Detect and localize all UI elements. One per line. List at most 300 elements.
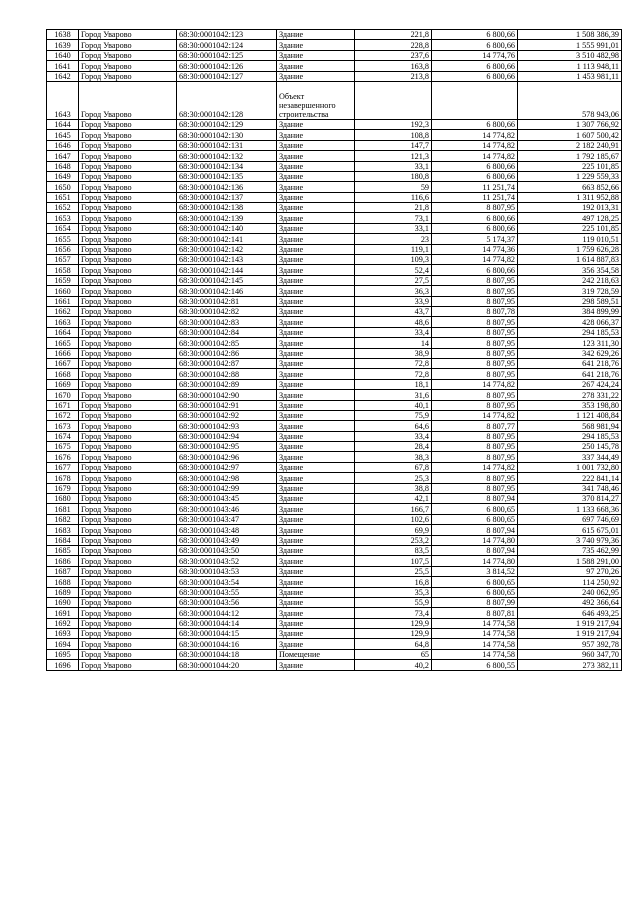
locality-cell: Город Уварово: [79, 50, 177, 60]
row-number-cell: 1651: [47, 192, 79, 202]
row-number-cell: 1685: [47, 545, 79, 555]
specific-value-cell: 5 174,37: [432, 234, 518, 244]
object-type-cell: Здание: [277, 504, 355, 514]
locality-cell: Город Уварово: [79, 223, 177, 233]
table-row: [47, 130, 622, 140]
locality-cell: Город Уварово: [79, 577, 177, 587]
area-cell: 59: [355, 182, 432, 192]
cadastral-number-cell: 68:30:0001042:83: [177, 317, 277, 327]
table-row: [47, 442, 622, 452]
specific-value-cell: 11 251,74: [432, 182, 518, 192]
table-row: [47, 431, 622, 441]
specific-value-cell: 8 807,95: [432, 317, 518, 327]
object-type-cell: Здание: [277, 61, 355, 71]
locality-cell: Город Уварово: [79, 504, 177, 514]
row-number-cell: 1648: [47, 161, 79, 171]
row-number-cell: 1687: [47, 566, 79, 576]
cadastral-value-cell: 192 013,31: [518, 203, 622, 213]
locality-cell: Город Уварово: [79, 618, 177, 628]
row-number-cell: 1655: [47, 234, 79, 244]
cadastral-number-cell: 68:30:0001043:54: [177, 577, 277, 587]
cadastral-number-cell: 68:30:0001042:94: [177, 431, 277, 441]
locality-cell: Город Уварово: [79, 244, 177, 254]
table-body: [47, 30, 622, 671]
cadastral-value-cell: 225 101,85: [518, 161, 622, 171]
object-type-cell: Здание: [277, 390, 355, 400]
locality-cell: Город Уварово: [79, 81, 177, 119]
cadastral-number-cell: 68:30:0001042:140: [177, 223, 277, 233]
area-cell: 52,4: [355, 265, 432, 275]
locality-cell: Город Уварово: [79, 390, 177, 400]
object-type-cell: Здание: [277, 431, 355, 441]
cadastral-value-cell: 428 066,37: [518, 317, 622, 327]
table-row: [47, 161, 622, 171]
cadastral-number-cell: 68:30:0001043:55: [177, 587, 277, 597]
cadastral-value-cell: 1 614 887,83: [518, 255, 622, 265]
area-cell: 40,1: [355, 400, 432, 410]
row-number-cell: 1641: [47, 61, 79, 71]
cadastral-number-cell: 68:30:0001042:146: [177, 286, 277, 296]
row-number-cell: 1668: [47, 369, 79, 379]
area-cell: 18,1: [355, 379, 432, 389]
specific-value-cell: 8 807,95: [432, 327, 518, 337]
cadastral-value-cell: 319 728,59: [518, 286, 622, 296]
locality-cell: Город Уварово: [79, 151, 177, 161]
row-number-cell: 1654: [47, 223, 79, 233]
area-cell: 102,6: [355, 514, 432, 524]
area-cell: 25,3: [355, 473, 432, 483]
specific-value-cell: 6 800,65: [432, 504, 518, 514]
row-number-cell: 1677: [47, 462, 79, 472]
locality-cell: Город Уварово: [79, 431, 177, 441]
table-row: [47, 639, 622, 649]
cadastral-value-cell: 1 919 217,94: [518, 618, 622, 628]
object-type-cell: Здание: [277, 130, 355, 140]
cadastral-number-cell: 68:30:0001042:142: [177, 244, 277, 254]
area-cell: 83,5: [355, 545, 432, 555]
table-row: [47, 192, 622, 202]
row-number-cell: 1645: [47, 130, 79, 140]
specific-value-cell: 8 807,95: [432, 358, 518, 368]
specific-value-cell: 6 800,66: [432, 119, 518, 129]
specific-value-cell: 6 800,66: [432, 30, 518, 40]
locality-cell: Город Уварово: [79, 379, 177, 389]
locality-cell: Город Уварово: [79, 317, 177, 327]
row-number-cell: 1673: [47, 421, 79, 431]
row-number-cell: 1694: [47, 639, 79, 649]
row-number-cell: 1675: [47, 442, 79, 452]
locality-cell: Город Уварово: [79, 61, 177, 71]
object-type-cell: Здание: [277, 639, 355, 649]
area-cell: 121,3: [355, 151, 432, 161]
locality-cell: Город Уварово: [79, 597, 177, 607]
object-type-cell: Здание: [277, 192, 355, 202]
area-cell: 108,8: [355, 130, 432, 140]
cadastral-value-cell: 492 366,64: [518, 597, 622, 607]
area-cell: 228,8: [355, 40, 432, 50]
cadastral-value-cell: 250 145,78: [518, 442, 622, 452]
specific-value-cell: 8 807,95: [432, 442, 518, 452]
cadastral-value-cell: 353 198,80: [518, 400, 622, 410]
cadastral-value-cell: 1 001 732,80: [518, 462, 622, 472]
row-number-cell: 1650: [47, 182, 79, 192]
cadastral-value-cell: 1 229 559,33: [518, 171, 622, 181]
specific-value-cell: 8 807,95: [432, 203, 518, 213]
area-cell: 67,8: [355, 462, 432, 472]
table-row: [47, 400, 622, 410]
row-number-cell: 1670: [47, 390, 79, 400]
cadastral-value-cell: 114 250,92: [518, 577, 622, 587]
table-row: [47, 317, 622, 327]
area-cell: 40,2: [355, 660, 432, 670]
specific-value-cell: 14 774,58: [432, 649, 518, 659]
area-cell: 55,9: [355, 597, 432, 607]
specific-value-cell: 3 814,52: [432, 566, 518, 576]
object-type-cell: Здание: [277, 369, 355, 379]
locality-cell: Город Уварово: [79, 483, 177, 493]
object-type-cell: Здание: [277, 244, 355, 254]
area-cell: 33,1: [355, 161, 432, 171]
cadastral-value-cell: 1 555 991,01: [518, 40, 622, 50]
object-type-cell: Здание: [277, 587, 355, 597]
cadastral-number-cell: 68:30:0001042:138: [177, 203, 277, 213]
specific-value-cell: 14 774,82: [432, 410, 518, 420]
table-row: [47, 182, 622, 192]
object-type-cell: Здание: [277, 171, 355, 181]
specific-value-cell: 6 800,66: [432, 213, 518, 223]
table-row: [47, 286, 622, 296]
cadastral-value-cell: 1 919 217,94: [518, 629, 622, 639]
specific-value-cell: 6 800,66: [432, 71, 518, 81]
cadastral-value-cell: 735 462,99: [518, 545, 622, 555]
locality-cell: Город Уварово: [79, 182, 177, 192]
cadastral-number-cell: 68:30:0001042:132: [177, 151, 277, 161]
locality-cell: Город Уварово: [79, 462, 177, 472]
row-number-cell: 1684: [47, 535, 79, 545]
cadastral-value-cell: 3 740 979,36: [518, 535, 622, 545]
object-type-cell: Здание: [277, 452, 355, 462]
locality-cell: Город Уварово: [79, 566, 177, 576]
cadastral-number-cell: 68:30:0001042:144: [177, 265, 277, 275]
area-cell: 64,8: [355, 639, 432, 649]
cadastral-number-cell: 68:30:0001044:12: [177, 608, 277, 618]
object-type-cell: Здание: [277, 358, 355, 368]
row-number-cell: 1666: [47, 348, 79, 358]
specific-value-cell: 14 774,80: [432, 556, 518, 566]
area-cell: 38,9: [355, 348, 432, 358]
object-type-cell: Здание: [277, 577, 355, 587]
cadastral-number-cell: 68:30:0001042:143: [177, 255, 277, 265]
cadastral-value-cell: 298 589,51: [518, 296, 622, 306]
locality-cell: Город Уварово: [79, 327, 177, 337]
specific-value-cell: 6 800,66: [432, 61, 518, 71]
area-cell: 192,3: [355, 119, 432, 129]
cadastral-number-cell: 68:30:0001043:53: [177, 566, 277, 576]
specific-value-cell: 14 774,82: [432, 140, 518, 150]
cadastral-number-cell: 68:30:0001042:129: [177, 119, 277, 129]
area-cell: 109,3: [355, 255, 432, 265]
table-row: [47, 61, 622, 71]
table-row: [47, 213, 622, 223]
row-number-cell: 1688: [47, 577, 79, 587]
cadastral-number-cell: 68:30:0001042:130: [177, 130, 277, 140]
cadastral-value-cell: 663 852,66: [518, 182, 622, 192]
object-type-cell: Здание: [277, 566, 355, 576]
cadastral-value-cell: 384 899,99: [518, 306, 622, 316]
object-type-cell: Здание: [277, 327, 355, 337]
specific-value-cell: 8 807,95: [432, 390, 518, 400]
table-row: [47, 203, 622, 213]
cadastral-number-cell: 68:30:0001042:88: [177, 369, 277, 379]
object-type-cell: Здание: [277, 608, 355, 618]
specific-value-cell: 14 774,58: [432, 639, 518, 649]
row-number-cell: 1676: [47, 452, 79, 462]
cadastral-value-cell: 615 675,01: [518, 525, 622, 535]
table-row: [47, 483, 622, 493]
locality-cell: Город Уварово: [79, 410, 177, 420]
row-number-cell: 1652: [47, 203, 79, 213]
table-row: [47, 566, 622, 576]
table-row: [47, 421, 622, 431]
locality-cell: Город Уварово: [79, 369, 177, 379]
row-number-cell: 1646: [47, 140, 79, 150]
specific-value-cell: 14 774,58: [432, 629, 518, 639]
table-row: [47, 379, 622, 389]
cadastral-value-cell: 2 182 240,91: [518, 140, 622, 150]
object-type-cell: Здание: [277, 442, 355, 452]
row-number-cell: 1639: [47, 40, 79, 50]
locality-cell: Город Уварово: [79, 71, 177, 81]
table-row: [47, 452, 622, 462]
cadastral-number-cell: 68:30:0001042:145: [177, 275, 277, 285]
specific-value-cell: 14 774,82: [432, 255, 518, 265]
area-cell: 180,8: [355, 171, 432, 181]
cadastral-number-cell: 68:30:0001042:131: [177, 140, 277, 150]
specific-value-cell: 6 800,65: [432, 514, 518, 524]
row-number-cell: 1686: [47, 556, 79, 566]
object-type-cell: Здание: [277, 473, 355, 483]
table-row: [47, 608, 622, 618]
object-type-cell: Здание: [277, 338, 355, 348]
area-cell: 116,6: [355, 192, 432, 202]
table-row: [47, 151, 622, 161]
cadastral-number-cell: 68:30:0001042:137: [177, 192, 277, 202]
row-number-cell: 1659: [47, 275, 79, 285]
table-row: [47, 545, 622, 555]
table-row: [47, 514, 622, 524]
object-type-cell: Здание: [277, 421, 355, 431]
object-type-cell: Здание: [277, 161, 355, 171]
locality-cell: Город Уварово: [79, 171, 177, 181]
locality-cell: Город Уварово: [79, 639, 177, 649]
locality-cell: Город Уварово: [79, 421, 177, 431]
cadastral-number-cell: 68:30:0001042:90: [177, 390, 277, 400]
cadastral-number-cell: 68:30:0001042:92: [177, 410, 277, 420]
object-type-cell: Объект незавершенного строительства: [277, 81, 355, 119]
area-cell: 33,1: [355, 223, 432, 233]
cadastral-number-cell: 68:30:0001043:46: [177, 504, 277, 514]
cadastral-value-cell: 497 128,25: [518, 213, 622, 223]
specific-value-cell: 6 800,66: [432, 171, 518, 181]
area-cell: [355, 81, 432, 119]
area-cell: 73,1: [355, 213, 432, 223]
object-type-cell: Здание: [277, 462, 355, 472]
row-number-cell: 1662: [47, 306, 79, 316]
area-cell: 36,3: [355, 286, 432, 296]
cadastral-number-cell: 68:30:0001043:50: [177, 545, 277, 555]
cadastral-value-cell: 356 354,58: [518, 265, 622, 275]
object-type-cell: Здание: [277, 410, 355, 420]
area-cell: 16,8: [355, 577, 432, 587]
cadastral-value-cell: 960 347,70: [518, 649, 622, 659]
row-number-cell: 1656: [47, 244, 79, 254]
specific-value-cell: 6 800,65: [432, 577, 518, 587]
specific-value-cell: 14 774,80: [432, 535, 518, 545]
row-number-cell: 1649: [47, 171, 79, 181]
cadastral-value-cell: 3 510 482,98: [518, 50, 622, 60]
table-row: [47, 535, 622, 545]
table-row: [47, 525, 622, 535]
table-row: [47, 71, 622, 81]
specific-value-cell: 14 774,76: [432, 50, 518, 60]
locality-cell: Город Уварово: [79, 514, 177, 524]
cadastral-value-cell: 240 062,95: [518, 587, 622, 597]
object-type-cell: Здание: [277, 597, 355, 607]
locality-cell: Город Уварово: [79, 442, 177, 452]
specific-value-cell: 14 774,82: [432, 462, 518, 472]
cadastral-value-cell: 341 748,46: [518, 483, 622, 493]
cadastral-value-cell: 1 121 408,84: [518, 410, 622, 420]
cadastral-value-cell: 225 101,85: [518, 223, 622, 233]
cadastral-value-cell: 641 218,76: [518, 358, 622, 368]
table-row: [47, 348, 622, 358]
cadastral-value-cell: 119 010,51: [518, 234, 622, 244]
cadastral-value-cell: 97 270,26: [518, 566, 622, 576]
object-type-cell: Здание: [277, 182, 355, 192]
specific-value-cell: 6 800,66: [432, 161, 518, 171]
table-row: [47, 597, 622, 607]
row-number-cell: 1638: [47, 30, 79, 40]
table-row: [47, 556, 622, 566]
locality-cell: Город Уварово: [79, 30, 177, 40]
area-cell: 43,7: [355, 306, 432, 316]
area-cell: 129,9: [355, 629, 432, 639]
specific-value-cell: 8 807,95: [432, 473, 518, 483]
row-number-cell: 1667: [47, 358, 79, 368]
area-cell: 64,6: [355, 421, 432, 431]
cadastral-number-cell: 68:30:0001043:47: [177, 514, 277, 524]
table-row: [47, 587, 622, 597]
cadastral-number-cell: 68:30:0001043:52: [177, 556, 277, 566]
cadastral-value-cell: 1 508 386,39: [518, 30, 622, 40]
area-cell: 25,5: [355, 566, 432, 576]
cadastral-value-cell: 342 629,26: [518, 348, 622, 358]
table-row: [47, 50, 622, 60]
object-type-cell: Здание: [277, 296, 355, 306]
table-row: [47, 140, 622, 150]
row-number-cell: 1681: [47, 504, 79, 514]
cadastral-number-cell: 68:30:0001042:84: [177, 327, 277, 337]
cadastral-number-cell: 68:30:0001042:96: [177, 452, 277, 462]
table-row: [47, 618, 622, 628]
table-row: [47, 223, 622, 233]
cadastral-number-cell: 68:30:0001042:128: [177, 81, 277, 119]
object-type-cell: Здание: [277, 660, 355, 670]
table-row: [47, 275, 622, 285]
table-row: [47, 660, 622, 670]
locality-cell: Город Уварово: [79, 358, 177, 368]
specific-value-cell: 14 774,82: [432, 379, 518, 389]
area-cell: 23: [355, 234, 432, 244]
row-number-cell: 1682: [47, 514, 79, 524]
row-number-cell: 1642: [47, 71, 79, 81]
row-number-cell: 1657: [47, 255, 79, 265]
cadastral-value-cell: 267 424,24: [518, 379, 622, 389]
object-type-cell: Здание: [277, 286, 355, 296]
specific-value-cell: 8 807,99: [432, 597, 518, 607]
locality-cell: Город Уварово: [79, 140, 177, 150]
row-number-cell: 1640: [47, 50, 79, 60]
cadastral-value-cell: 370 814,27: [518, 494, 622, 504]
object-type-cell: Здание: [277, 494, 355, 504]
locality-cell: Город Уварово: [79, 161, 177, 171]
area-cell: 14: [355, 338, 432, 348]
object-type-cell: Здание: [277, 379, 355, 389]
cadastral-value-cell: 646 493,25: [518, 608, 622, 618]
row-number-cell: 1671: [47, 400, 79, 410]
cadastral-number-cell: 68:30:0001042:98: [177, 473, 277, 483]
table-row: [47, 494, 622, 504]
row-number-cell: 1680: [47, 494, 79, 504]
cadastral-number-cell: 68:30:0001042:99: [177, 483, 277, 493]
object-type-cell: Здание: [277, 119, 355, 129]
object-type-cell: Здание: [277, 140, 355, 150]
row-number-cell: 1696: [47, 660, 79, 670]
cadastral-number-cell: 68:30:0001042:139: [177, 213, 277, 223]
specific-value-cell: 8 807,77: [432, 421, 518, 431]
table-row: [47, 30, 622, 40]
table-row: [47, 577, 622, 587]
table-row: [47, 171, 622, 181]
cadastral-number-cell: 68:30:0001044:20: [177, 660, 277, 670]
table-row: [47, 410, 622, 420]
locality-cell: Город Уварово: [79, 192, 177, 202]
locality-cell: Город Уварово: [79, 608, 177, 618]
locality-cell: Город Уварово: [79, 587, 177, 597]
cadastral-value-cell: 123 311,30: [518, 338, 622, 348]
cadastral-number-cell: 68:30:0001043:48: [177, 525, 277, 535]
locality-cell: Город Уварово: [79, 494, 177, 504]
specific-value-cell: 11 251,74: [432, 192, 518, 202]
area-cell: 163,8: [355, 61, 432, 71]
object-type-cell: Здание: [277, 40, 355, 50]
cadastral-number-cell: 68:30:0001042:82: [177, 306, 277, 316]
row-number-cell: 1691: [47, 608, 79, 618]
specific-value-cell: 6 800,66: [432, 223, 518, 233]
row-number-cell: 1692: [47, 618, 79, 628]
table-row: [47, 358, 622, 368]
specific-value-cell: 8 807,94: [432, 545, 518, 555]
cadastral-value-cell: 242 218,63: [518, 275, 622, 285]
cadastral-number-cell: 68:30:0001043:49: [177, 535, 277, 545]
cadastral-value-cell: 337 344,49: [518, 452, 622, 462]
cadastral-value-cell: 1 792 185,67: [518, 151, 622, 161]
row-number-cell: 1644: [47, 119, 79, 129]
object-type-cell: Помещение: [277, 649, 355, 659]
row-number-cell: 1665: [47, 338, 79, 348]
row-number-cell: 1678: [47, 473, 79, 483]
specific-value-cell: 6 800,66: [432, 40, 518, 50]
